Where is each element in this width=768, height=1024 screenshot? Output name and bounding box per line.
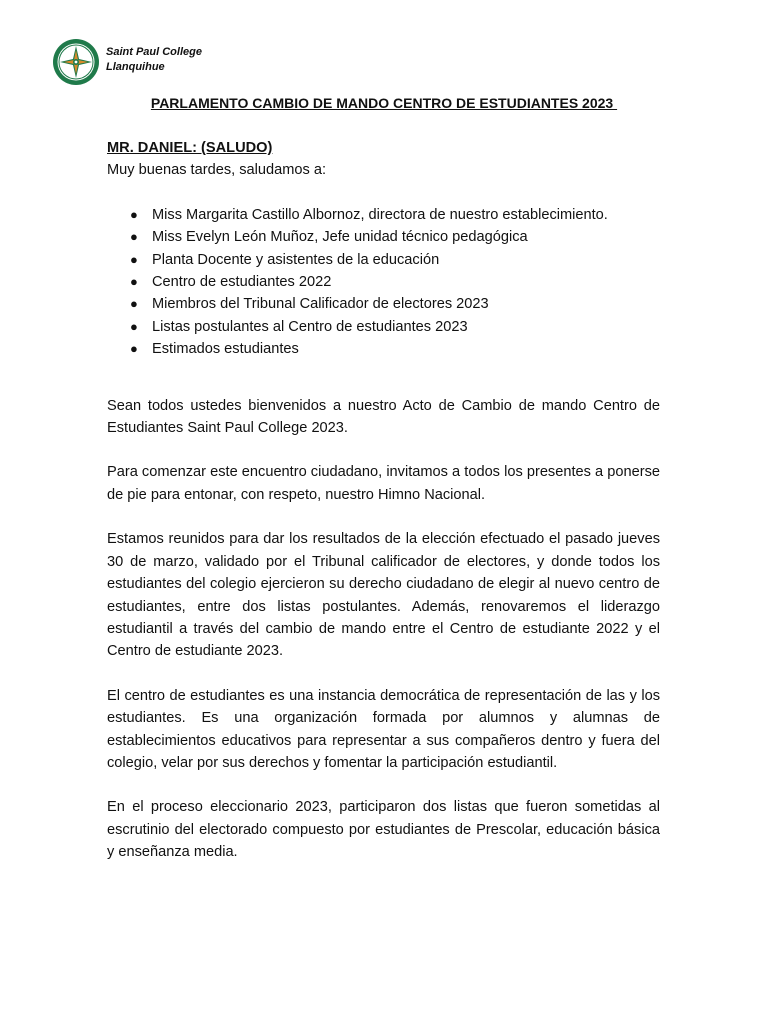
letterhead: [52, 38, 202, 86]
bullet-icon: ●: [130, 206, 138, 222]
list-item: [130, 271, 660, 293]
speaker-heading: MR. DANIEL: (SALUDO): [107, 140, 273, 156]
list-item: [130, 249, 660, 271]
document-body: [107, 137, 660, 864]
list-item-text: Estimados estudiantes: [152, 341, 299, 358]
list-item-text: Miss Evelyn León Muñoz, Jefe unidad técnico pedagógica: [152, 229, 528, 246]
greeting-line: Muy buenas tardes, saludamos a:: [107, 162, 327, 179]
school-name-line1: Saint Paul College: [106, 46, 202, 58]
paragraph-welcome: Sean todos ustedes bienvenidos a nuestro Acto de Cambio de mando Centro de Estudiantes Saint Paul College 2023.: [107, 397, 660, 437]
guest-list: [107, 204, 660, 361]
list-item: [130, 338, 660, 360]
list-item-text: Miss Margarita Castillo Albornoz, directora de nuestro establecimiento.: [152, 206, 608, 223]
school-crest-icon: [52, 38, 100, 86]
bullet-icon: ●: [130, 251, 138, 267]
school-name: [106, 45, 202, 75]
paragraph-student-council: El centro de estudiantes es una instancia democrática de representación de las y los estudiantes. Es una organización formada por alumnos y alumnas de establecimientos educativos para representar a sus compañeros dentro y fuera del colegio, velar por sus derechos y fomentar la participación estudiantil.: [107, 687, 660, 771]
list-item: [130, 226, 660, 248]
bullet-icon: ●: [130, 274, 138, 290]
paragraph-election-process: En el proceso eleccionario 2023, participaron dos listas que fueron sometidas al escrutinio del electorado compuesto por estudiantes de Prescolar, educación básica y enseñanza media.: [107, 799, 660, 861]
school-name-line2: Llanquihue: [106, 61, 165, 73]
list-item-text: Miembros del Tribunal Calificador de electores 2023: [152, 296, 489, 313]
paragraph-anthem: Para comenzar este encuentro ciudadano, invitamos a todos los presentes a ponerse de pie para entonar, con respeto, nuestro Himno Nacional.: [107, 464, 660, 503]
list-item: [130, 316, 660, 338]
document-title: [0, 93, 768, 113]
bullet-icon: ●: [130, 229, 138, 245]
list-item-text: Planta Docente y asistentes de la educación: [152, 251, 440, 268]
bullet-icon: ●: [130, 341, 138, 357]
bullet-icon: ●: [130, 318, 138, 334]
document-title-text: PARLAMENTO CAMBIO DE MANDO CENTRO DE ESTUDIANTES 2023: [150, 95, 618, 111]
list-item-text: Listas postulantes al Centro de estudiantes 2023: [152, 318, 468, 335]
list-item: [130, 293, 660, 315]
paragraph-election-results: Estamos reunidos para dar los resultados de la elección efectuado el pasado jueves 30 de marzo, validado por el Tribunal calificador de electores, y donde todos los estudiantes del colegio ejercieron su derecho ciudadano de elegir al nuevo centro de estudiantes, entre dos listas postulantes. Además, renovaremos el liderazgo estudiantil a través del cambio de mando entre el Centro de estudiante 2022 y el Centro de estudiante 2023.: [107, 531, 660, 660]
bullet-icon: ●: [130, 296, 138, 312]
list-item: [130, 204, 660, 226]
list-item-text: Centro de estudiantes 2022: [152, 274, 332, 291]
